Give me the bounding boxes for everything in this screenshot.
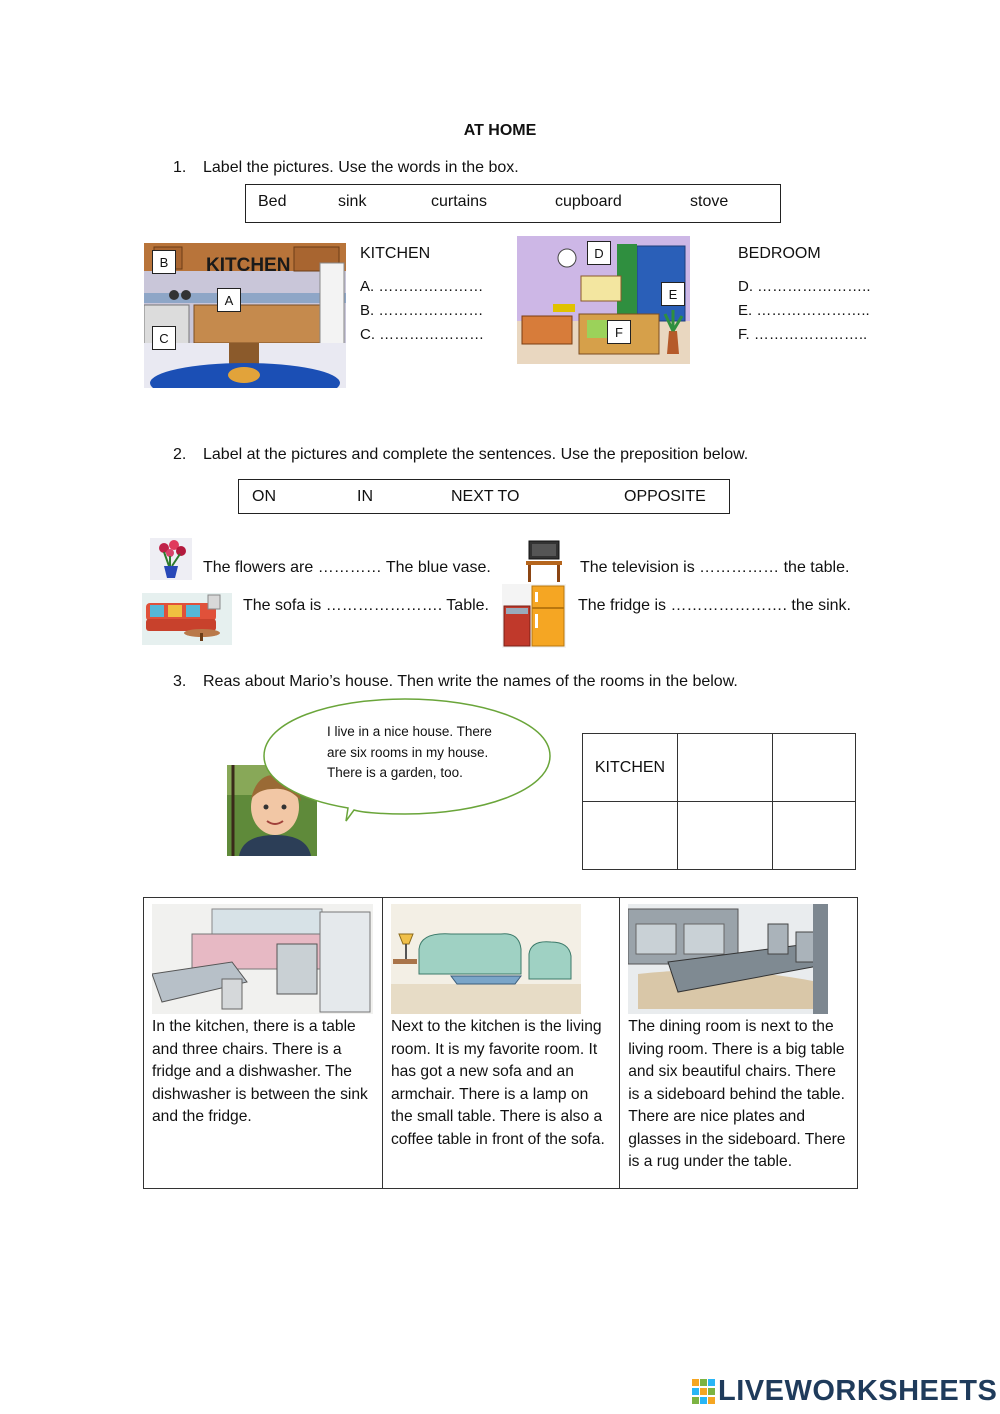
fridge-sink-icon bbox=[502, 584, 566, 648]
grid-cell-input[interactable] bbox=[678, 734, 773, 802]
word-item: Bed bbox=[258, 193, 287, 210]
preposition-item: OPPOSITE bbox=[624, 488, 706, 505]
label-marker-f: F bbox=[607, 320, 631, 344]
word-item: curtains bbox=[431, 193, 488, 210]
bedroom-picture bbox=[517, 236, 690, 364]
rooms-table bbox=[143, 897, 858, 1189]
grid-cell-input[interactable] bbox=[773, 802, 856, 870]
kitchen-picture-caption: KITCHEN bbox=[206, 255, 291, 276]
kitchen-sketch bbox=[152, 904, 373, 1014]
room-text-living: Next to the kitchen is the living room. It is my favorite room. It has got a new sofa and an armchair. There is a lamp on the small table. There is also a coffee table in front of the sofa. bbox=[390, 1018, 605, 1148]
room-cell-dining bbox=[620, 898, 858, 1189]
answer-f[interactable]: F. ………………….. bbox=[738, 326, 868, 343]
bedroom-answers bbox=[738, 245, 871, 347]
dining-room-sketch bbox=[628, 904, 828, 1014]
question-number: 2. bbox=[173, 446, 187, 463]
speech-text: I live in a nice house. There are six rooms in my house. There is a garden, too. bbox=[327, 724, 492, 780]
question-text: Reas about Mario’s house. Then write the names of the rooms in the below. bbox=[203, 673, 738, 690]
kitchen-picture bbox=[144, 243, 346, 388]
answer-e[interactable]: E. ………………….. bbox=[738, 302, 870, 319]
sentence-television[interactable]: The television is …………… the table. bbox=[580, 559, 850, 576]
preposition-item: ON bbox=[252, 488, 276, 505]
grid-cell-input[interactable] bbox=[583, 802, 678, 870]
sentence-sofa[interactable]: The sofa is …………………. Table. bbox=[243, 597, 489, 614]
label-marker-b: B bbox=[152, 250, 176, 274]
label-marker-d: D bbox=[587, 241, 611, 265]
question-2 bbox=[173, 446, 749, 464]
grid-cell-input[interactable] bbox=[773, 734, 856, 802]
kitchen-heading: KITCHEN bbox=[360, 245, 431, 262]
answer-d[interactable]: D. ………………….. bbox=[738, 278, 871, 295]
question-number: 3. bbox=[173, 673, 187, 690]
question-text: Label at the pictures and complete the sentences. Use the preposition below. bbox=[203, 446, 749, 463]
page-title: AT HOME bbox=[463, 122, 537, 139]
question-text: Label the pictures. Use the words in the box. bbox=[203, 159, 519, 176]
grid-cell: KITCHEN bbox=[583, 734, 678, 802]
brand-name: LIVEWORKSHEETS bbox=[718, 1375, 998, 1407]
label-marker-a: A bbox=[217, 288, 241, 312]
label-marker-c: C bbox=[152, 326, 176, 350]
answer-b[interactable]: B. ………………… bbox=[360, 302, 484, 319]
label-marker-e: E bbox=[661, 282, 685, 306]
question-number: 1. bbox=[173, 159, 187, 176]
question-3 bbox=[173, 673, 738, 691]
liveworksheets-logo-icon bbox=[692, 1379, 716, 1405]
flower-vase-icon bbox=[150, 538, 192, 580]
room-text-dining: The dining room is next to the living room. There is a big table and six beautiful chairs. There is a sideboard behind the table. There are nice plates and glasses in the sideboard. There is a rug under the table. bbox=[628, 1018, 846, 1170]
footer-brand bbox=[692, 1375, 997, 1408]
bedroom-heading: BEDROOM bbox=[738, 245, 821, 262]
preposition-item: IN bbox=[357, 488, 373, 505]
answer-a[interactable]: A. ………………… bbox=[360, 278, 484, 295]
question-1 bbox=[173, 159, 519, 177]
answer-c[interactable]: C. ………………… bbox=[360, 326, 485, 343]
grid-cell-input[interactable] bbox=[678, 802, 773, 870]
sentence-flowers[interactable]: The flowers are ………… The blue vase. bbox=[203, 559, 491, 576]
rooms-grid bbox=[582, 733, 856, 870]
word-item: stove bbox=[690, 193, 729, 210]
word-item: cupboard bbox=[555, 193, 622, 210]
television-icon bbox=[524, 539, 564, 583]
preposition-box bbox=[238, 479, 730, 514]
room-cell-kitchen bbox=[144, 898, 383, 1189]
word-item: sink bbox=[338, 193, 367, 210]
word-box bbox=[245, 184, 781, 223]
living-room-sketch bbox=[391, 904, 581, 1014]
room-text-kitchen: In the kitchen, there is a table and three chairs. There is a fridge and a dishwasher. The dishwasher is between the sink and the fridge. bbox=[152, 1018, 368, 1125]
sofa-icon bbox=[142, 593, 232, 645]
sentence-fridge[interactable]: The fridge is …………………. the sink. bbox=[578, 597, 851, 614]
kitchen-answers bbox=[360, 245, 484, 347]
preposition-item: NEXT TO bbox=[451, 488, 520, 505]
room-cell-living bbox=[382, 898, 619, 1189]
